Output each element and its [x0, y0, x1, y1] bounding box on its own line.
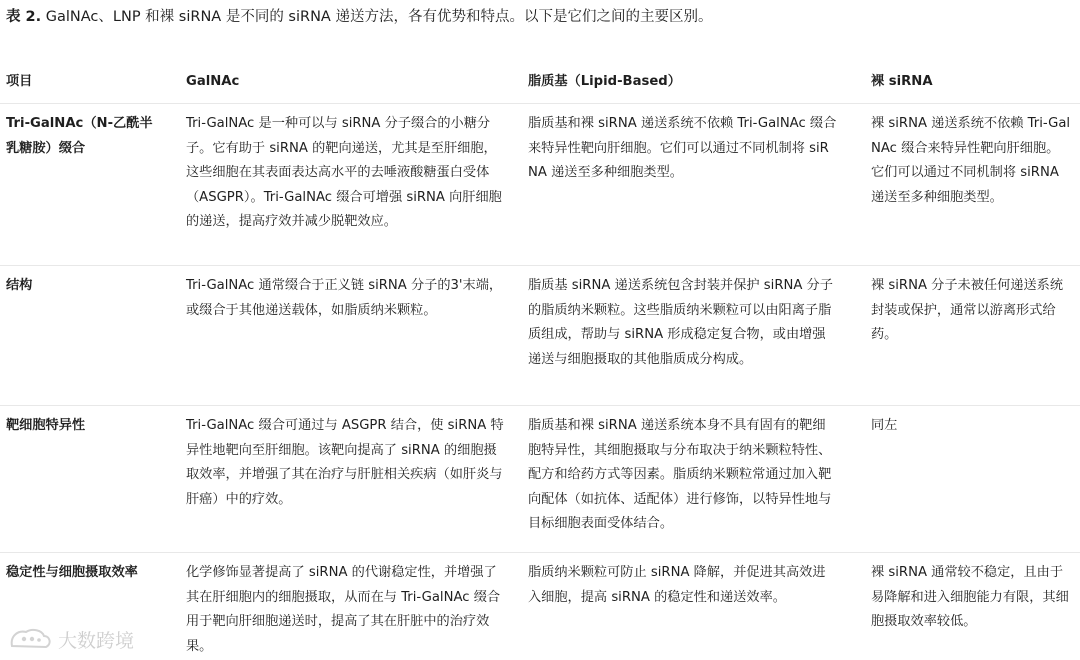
- row-naked-cell: 同左: [871, 418, 898, 433]
- watermark: [8, 624, 134, 654]
- row-naked-cell: 裸 siRNA 通常较不稳定，且由于易降解和进入细胞能力有限，其细胞摄取效率较低。: [871, 565, 1069, 629]
- table-row: [0, 104, 1080, 266]
- row-galnac-cell: Tri-GalNAc 通常缀合于正义链 siRNA 分子的3'末端，或缀合于其他递送载体，如脂质纳米颗粒。: [186, 278, 503, 318]
- row-lipid-cell: 脂质基和裸 siRNA 递送系统不依赖 Tri-GalNAc 缀合来特异性靶向肝细胞。它们可以通过不同机制将 siRNA 递送至多种细胞类型。: [528, 116, 837, 180]
- row-naked-cell: 裸 siRNA 分子未被任何递送系统封装或保护，通常以游离形式给药。: [871, 278, 1064, 342]
- row-lipid-cell: 脂质基和裸 siRNA 递送系统本身不具有固有的靶细胞特异性，其细胞摄取与分布取决于纳米颗粒特性、配方和给药方式等因素。脂质纳米颗粒常通过加入靶向配体（如抗体、适配体）进行修饰，以特异性地与目标细胞表面受体结合。: [528, 418, 832, 531]
- brand-logo-icon: [8, 626, 52, 652]
- row-item-cell: Tri-GalNAc（N-乙酰半乳糖胺）缀合: [6, 116, 153, 156]
- row-item-cell: 结构: [6, 278, 33, 293]
- row-naked-cell: 裸 siRNA 递送系统不依赖 Tri-GalNAc 缀合来特异性靶向肝细胞。它们可以通过不同机制将 siRNA 递送至多种细胞类型。: [871, 116, 1071, 205]
- row-galnac-cell: Tri-GalNAc 是一种可以与 siRNA 分子缀合的小糖分子。它有助于 siRNA 的靶向递送，尤其是至肝细胞，这些细胞在其表面表达高水平的去唾液酸糖蛋白受体（ASGPR）。Tri-GalNAc 缀合可增强 siRNA 向肝细胞的递送，提高疗效并减少脱靶效应。: [186, 116, 502, 229]
- row-lipid-cell: 脂质基 siRNA 递送系统包含封装并保护 siRNA 分子的脂质纳米颗粒。这些脂质纳米颗粒可以由阳离子脂质组成，帮助与 siRNA 形成稳定复合物，或由增强递送与细胞摄取的其他脂质成分构成。: [528, 278, 833, 367]
- header-galnac: GalNAc: [186, 74, 240, 89]
- comparison-table: [0, 60, 1080, 660]
- table-row: [0, 406, 1080, 553]
- caption-label: 表 2.: [6, 9, 42, 25]
- caption-text: GalNAc、LNP 和裸 siRNA 是不同的 siRNA 递送方法，各有优势和特点。以下是它们之间的主要区别。: [41, 9, 713, 25]
- row-galnac-cell: 化学修饰显著提高了 siRNA 的代谢稳定性，并增强了其在肝细胞内的细胞摄取，从而在与 Tri-GalNAc 缀合用于靶向肝细胞递送时，提高了其在肝脏中的治疗效果。: [186, 565, 501, 654]
- table-caption: [6, 4, 766, 30]
- row-item-cell: 稳定性与细胞摄取效率: [6, 565, 138, 580]
- watermark-text: 大数跨境: [58, 629, 135, 652]
- row-item-cell: 靶细胞特异性: [6, 418, 86, 433]
- table-row: [0, 266, 1080, 406]
- row-galnac-cell: Tri-GalNAc 缀合可通过与 ASGPR 结合，使 siRNA 特异性地靶向至肝细胞。该靶向提高了 siRNA 的细胞摄取效率，并增强了其在治疗与肝脏相关疾病（如肝炎与肝癌）中的疗效。: [186, 418, 504, 507]
- header-item: 项目: [6, 74, 33, 89]
- table-header-row: [0, 60, 1080, 104]
- header-naked: 裸 siRNA: [871, 74, 933, 89]
- header-lipid: 脂质基（Lipid-Based）: [528, 74, 681, 89]
- row-lipid-cell: 脂质纳米颗粒可防止 siRNA 降解，并促进其高效进入细胞，提高 siRNA 的稳定性和递送效率。: [528, 565, 826, 605]
- table-row: [0, 553, 1080, 660]
